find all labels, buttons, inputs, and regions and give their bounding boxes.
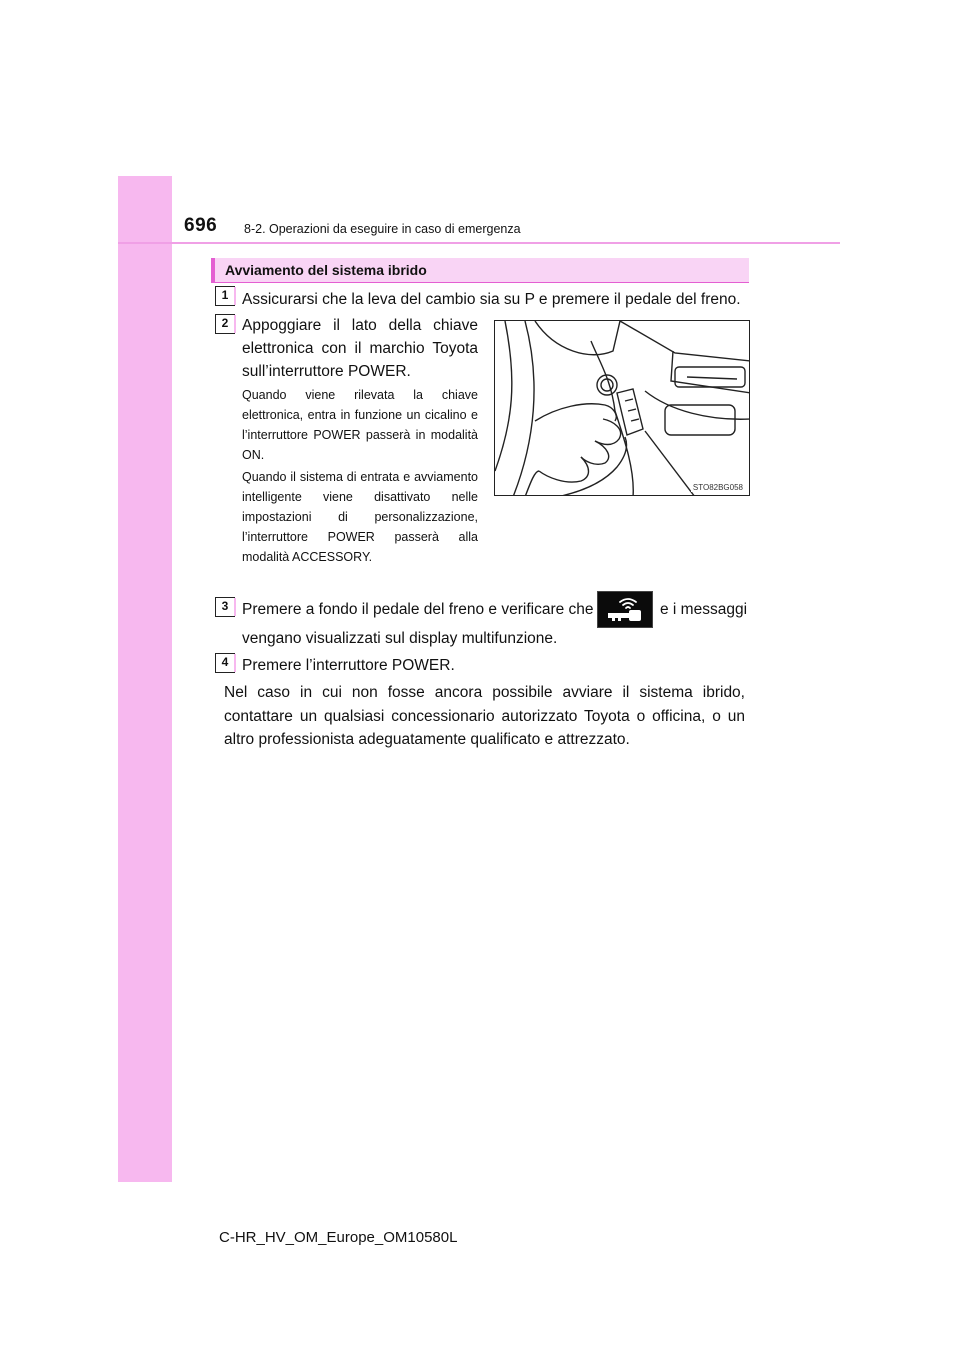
section-title: 8-2. Operazioni da eseguire in caso di emergenza xyxy=(244,222,521,236)
step-2-note-1: Quando viene rilevata la chiave elettronica, entra in funzione un cicalino e l’interruttore POWER passerà in modalità ON. xyxy=(242,388,478,462)
step-4-text: Premere l’interruttore POWER. xyxy=(242,657,455,674)
step-3-text-line2: vengano visualizzati sul display multifunzione. xyxy=(242,630,558,647)
step-2-note-2: Quando il sistema di entrata e avviamento intelligente viene disattivato nelle impostazioni di personalizzazione, l’interruttore POWER passerà alla modalità ACCESSORY. xyxy=(242,470,478,564)
header-rule xyxy=(118,242,840,244)
figure-label: STO82BG058 xyxy=(692,483,743,492)
illustration-hand-key xyxy=(495,321,750,496)
page-number: 696 xyxy=(184,215,218,236)
side-tab-band xyxy=(118,176,172,1182)
step-3-badge: 3 xyxy=(215,597,235,617)
step-2-badge: 2 xyxy=(215,314,235,334)
step-1-badge: 1 xyxy=(215,286,235,306)
step-4-badge: 4 xyxy=(215,653,235,673)
box-heading: Avviamento del sistema ibrido xyxy=(211,258,749,282)
step-3-text-before: Premere a fondo il pedale del freno e verificare che xyxy=(242,601,594,618)
smart-key-indicator-icon xyxy=(597,591,653,628)
closing-paragraph: Nel caso in cui non fosse ancora possibile avviare il sistema ibrido, contattare un qualsiasi concessionario autorizzato Toyota o officina, o un altro professionista adeguatamente qualificato e attrezzato. xyxy=(224,684,745,748)
step-2-text: Appoggiare il lato della chiave elettronica con il marchio Toyota sull’interruttore POWER. xyxy=(242,317,478,380)
step-3-text-after: e i messaggi xyxy=(660,601,748,618)
box-heading-underline xyxy=(211,282,749,283)
figure-key-on-power-switch xyxy=(494,320,750,496)
step-1-text: Assicurarsi che la leva del cambio sia su P e premere il pedale del freno. xyxy=(242,291,741,308)
document-code: C-HR_HV_OM_Europe_OM10580L xyxy=(219,1229,458,1246)
